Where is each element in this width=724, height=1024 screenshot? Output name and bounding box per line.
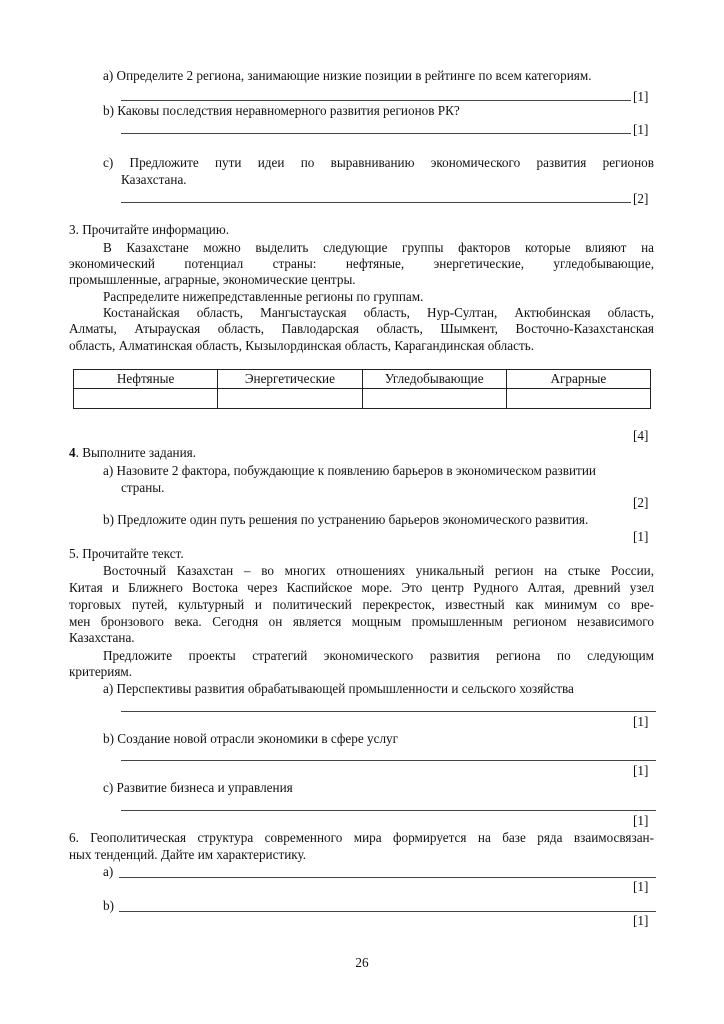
q4a-text-line2: страны.: [121, 480, 165, 495]
answer-line[interactable]: [121, 810, 656, 811]
q5-task-line1: Предложите проекты стратегий экономического развития региона по следующим: [103, 648, 654, 663]
q5-title: 5. Прочитайте текст.: [69, 546, 184, 561]
q3-paragraph1-line3: промышленные, аграрные, экономические центры.: [69, 272, 356, 287]
q4-number: 4: [69, 445, 76, 460]
q3-title: 3. Прочитайте информацию.: [69, 222, 230, 237]
q4-title-text: . Выполните задания.: [75, 445, 197, 460]
table-cell-agrarian[interactable]: [506, 389, 650, 409]
score-mark: [1]: [633, 879, 649, 894]
table-header-oil: Нефтяные: [74, 370, 218, 389]
answer-line[interactable]: [121, 202, 631, 203]
q5-text-line1: Восточный Казахстан – во многих отношениях уникальный регион на стыке России,: [103, 563, 654, 578]
q3-regions-line3: область, Алматинская область, Кызылординская область, Карагандинская область.: [69, 338, 535, 353]
score-mark: [1]: [633, 913, 649, 928]
q5b-text: b) Создание новой отрасли экономики в сфере услуг: [103, 731, 399, 746]
groups-table: [73, 369, 651, 409]
answer-line[interactable]: [121, 133, 631, 134]
table-header-agrarian: Аграрные: [506, 370, 650, 389]
table-cell-oil[interactable]: [74, 389, 218, 409]
score-mark: [1]: [633, 714, 649, 729]
q3-paragraph1-line2: экономический потенциал страны: нефтяные, энергетические, угледобывающие,: [69, 256, 654, 271]
q2c-text-line1: c) Предложите пути идеи по выравниванию экономического развития регионов: [103, 155, 654, 170]
q6b-label: b): [103, 898, 114, 913]
q2c-text-line2: Казахстана.: [121, 172, 187, 187]
answer-line[interactable]: [121, 100, 631, 101]
score-mark: [1]: [633, 763, 649, 778]
q2a-text: a) Определите 2 региона, занимающие низкие позиции в рейтинге по всем категориям.: [103, 68, 592, 83]
q5-text-line4: мен бронзового века. Сегодня он является мощным промышленным регионом независимого: [69, 614, 654, 629]
score-mark: [2]: [633, 191, 649, 206]
score-mark: [1]: [633, 529, 649, 544]
q5-text-line5: Казахстана.: [69, 630, 135, 645]
q6-text-line1: 6. Геополитическая структура современного мира формируется на базе ряда взаимосвязан-: [69, 830, 654, 845]
q3-paragraph1-line1: В Казахстане можно выделить следующие группы факторов которые влияют на: [103, 240, 654, 255]
q5a-text: a) Перспективы развития обрабатывающей промышленности и сельского хозяйства: [103, 681, 574, 696]
q5-task-line2: критериям.: [69, 664, 133, 679]
score-mark: [4]: [633, 428, 649, 443]
table-header-energy: Энергетические: [218, 370, 362, 389]
table-cell-coal[interactable]: [362, 389, 506, 409]
q4a-text-line1: a) Назовите 2 фактора, побуждающие к появлению барьеров в экономическом развитии: [103, 463, 596, 478]
score-mark: [1]: [633, 813, 649, 828]
q3-regions-line1: Костанайская область, Мангыстауская область, Нур-Султан, Актюбинская область,: [103, 305, 654, 320]
q6a-label: а): [103, 864, 114, 879]
table-cell-energy[interactable]: [218, 389, 362, 409]
answer-line[interactable]: [119, 911, 656, 912]
q4-title: [69, 445, 196, 461]
table-header-coal: Угледобывающие: [362, 370, 506, 389]
q5-text-line2: Китая и Ближнего Востока через Каспийское море. Это центр Рудного Алтая, древний узел: [69, 580, 654, 595]
answer-line[interactable]: [121, 711, 656, 712]
score-mark: [2]: [633, 495, 649, 510]
score-mark: [1]: [633, 89, 649, 104]
answer-line[interactable]: [119, 877, 656, 878]
q3-regions-line2: Алматы, Атырауская область, Павлодарская область, Шымкент, Восточно-Казахстанская: [69, 321, 654, 336]
q5c-text: c) Развитие бизнеса и управления: [103, 780, 293, 795]
q5-text-line3: торговых путей, культурный и политический перекресток, известный как минимум со вре-: [69, 597, 654, 612]
q6-text-line2: ных тенденций. Дайте им характеристику.: [69, 847, 307, 862]
q4b-text: b) Предложите один путь решения по устранению барьеров экономического развития.: [103, 512, 589, 527]
score-mark: [1]: [633, 122, 649, 137]
answer-line[interactable]: [121, 760, 656, 761]
page-number: 26: [355, 955, 369, 970]
q2b-text: b) Каковы последствия неравномерного развития регионов РК?: [103, 103, 460, 118]
q3-paragraph2: Распределите нижепредставленные регионы по группам.: [103, 289, 424, 304]
